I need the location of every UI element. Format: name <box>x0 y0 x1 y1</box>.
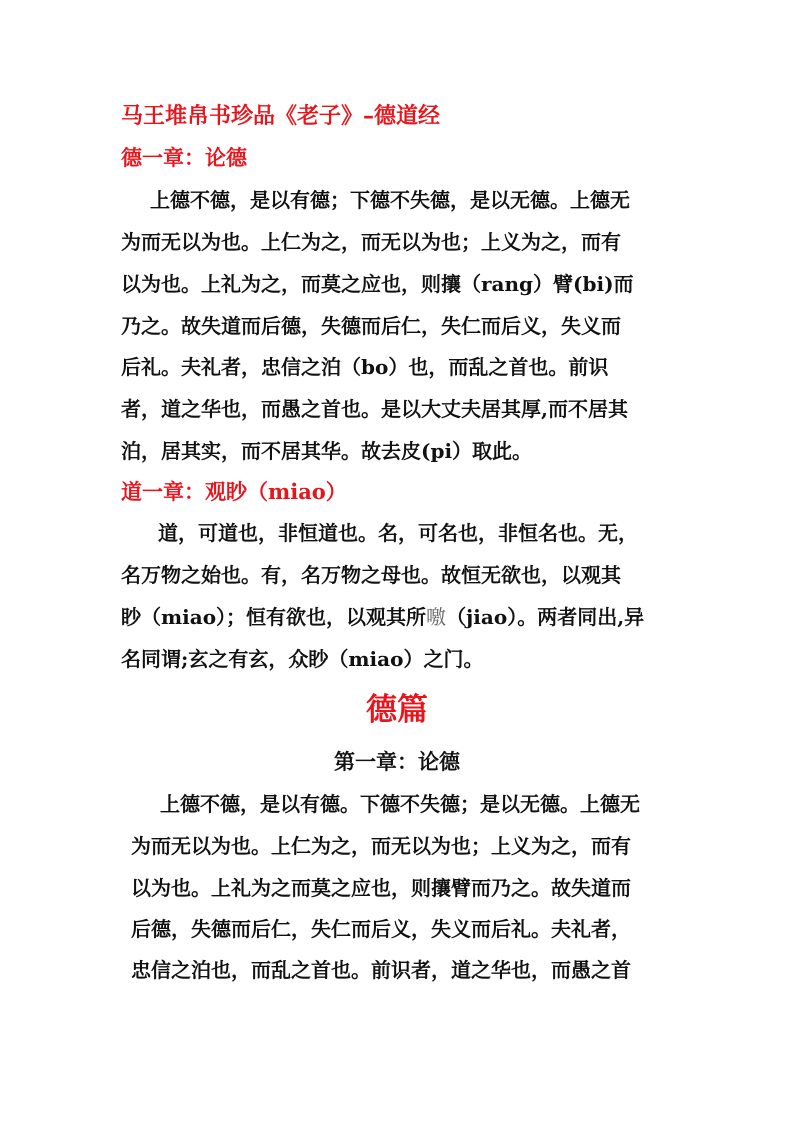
paragraph-line: 泊，居其实，而不居其华。故去皮(pi）取此。 <box>121 439 533 463</box>
paragraph-line: 名同谓;玄之有玄，众眇（miao）之门。 <box>121 647 484 671</box>
paragraph-line: 者，道之华也，而愚之首也。是以大丈夫居其厚,而不居其 <box>121 397 628 421</box>
paragraph-line: 后德，失德而后仁，失仁而后义，失义而后礼。夫礼者， <box>131 917 631 941</box>
paragraph-line: 以为也。上礼为之而莫之应也，则攘臂而乃之。故失道而 <box>131 876 631 900</box>
document-title: 马王堆帛书珍品《老子》–德道经 <box>121 103 441 129</box>
text-segment: （jiao）。两者同出,异 <box>446 605 645 629</box>
paragraph-line: 以为也。上礼为之，而莫之应也，则攘（rang）臂(bi)而 <box>121 272 634 296</box>
paragraph-line: 为而无以为也。上仁为之，而无以为也；上义为之，而有 <box>131 834 631 858</box>
paragraph-line: 乃之。故失道而后德，失德而后仁，失仁而后义，失义而 <box>121 314 621 338</box>
part-title: 德篇 <box>366 692 428 728</box>
paragraph-line: 忠信之泊也，而乱之首也。前识者，道之华也，而愚之首 <box>131 958 631 982</box>
paragraph-line: 名万物之始也。有，名万物之母也。故恒无欲也，以观其 <box>121 563 621 587</box>
paragraph-line: 后礼。夫礼者，忠信之泊（bo）也，而乱之首也。前识 <box>121 355 609 379</box>
paragraph-line: 上德不德，是以有德；下德不失德，是以无德。上德无 <box>150 188 630 212</box>
section-heading: 道一章：观眇（miao） <box>121 479 347 504</box>
paragraph-line: 为而无以为也。上仁为之，而无以为也；上义为之，而有 <box>121 230 621 254</box>
section-heading: 德一章：论德 <box>121 145 247 170</box>
paragraph-line: 上德不德，是以有德。下德不失德；是以无德。上德无 <box>160 792 640 816</box>
paragraph-line: 道，可道也，非恒道也。名，可名也，非恒名也。无， <box>158 521 638 545</box>
text-segment: 眇（miao）；恒有欲也，以观其所 <box>121 605 427 629</box>
paragraph-line <box>121 605 644 629</box>
gray-character: 噭 <box>426 605 447 629</box>
chapter-heading: 第一章：论德 <box>334 749 460 774</box>
